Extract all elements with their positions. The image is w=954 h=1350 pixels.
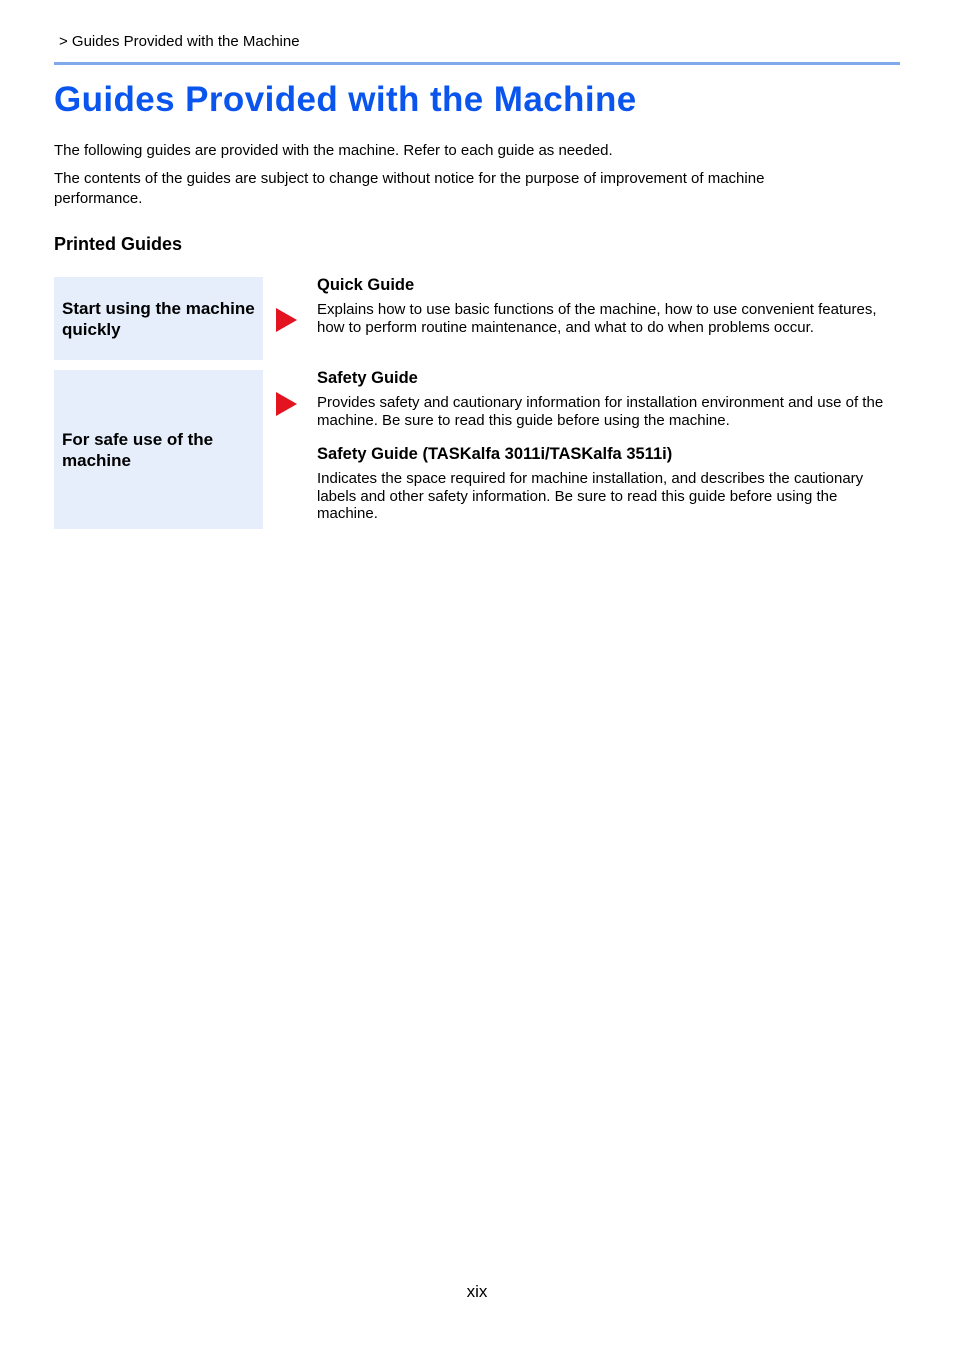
header-rule — [54, 62, 900, 65]
guide-description: Indicates the space required for machine installation, and describes the cautionary labels and other safety information. Be sure to read this guide before using the machine. — [317, 470, 864, 522]
guide-description: Explains how to use basic functions of the machine, how to use convenient features, how to perform routine maintenance, and what to do when problems occur. — [317, 301, 877, 336]
guide-title: Safety Guide (TASKalfa 3011i/TASKalfa 3511i) — [317, 445, 673, 463]
category-label: For safe use of the machine — [62, 429, 214, 470]
intro-paragraph-1: The following guides are provided with the machine. Refer to each guide as needed. — [54, 142, 613, 159]
category-box-safe-use — [54, 370, 263, 529]
intro-paragraph-2: The contents of the guides are subject to change without notice for the purpose of improvement of machine performance. — [54, 170, 765, 207]
guide-title: Safety Guide — [317, 369, 418, 387]
guide-safety-guide — [317, 368, 892, 429]
category-label: Start using the machine quickly — [62, 298, 255, 339]
category-box-quick-start — [54, 277, 263, 360]
guide-quick-guide — [317, 275, 892, 336]
arrow-right-icon — [276, 392, 297, 416]
section-heading-printed-guides: Printed Guides — [54, 234, 183, 254]
page-number: xix — [466, 1282, 488, 1301]
page-title: Guides Provided with the Machine — [54, 80, 637, 119]
breadcrumb: > Guides Provided with the Machine — [59, 33, 300, 50]
guide-safety-guide-taskalfa — [317, 444, 892, 523]
arrow-right-icon — [276, 308, 297, 332]
guide-description: Provides safety and cautionary information for installation environment and use of the machine. Be sure to read this guide before using the machine. — [317, 394, 884, 429]
guide-title: Quick Guide — [317, 276, 415, 294]
